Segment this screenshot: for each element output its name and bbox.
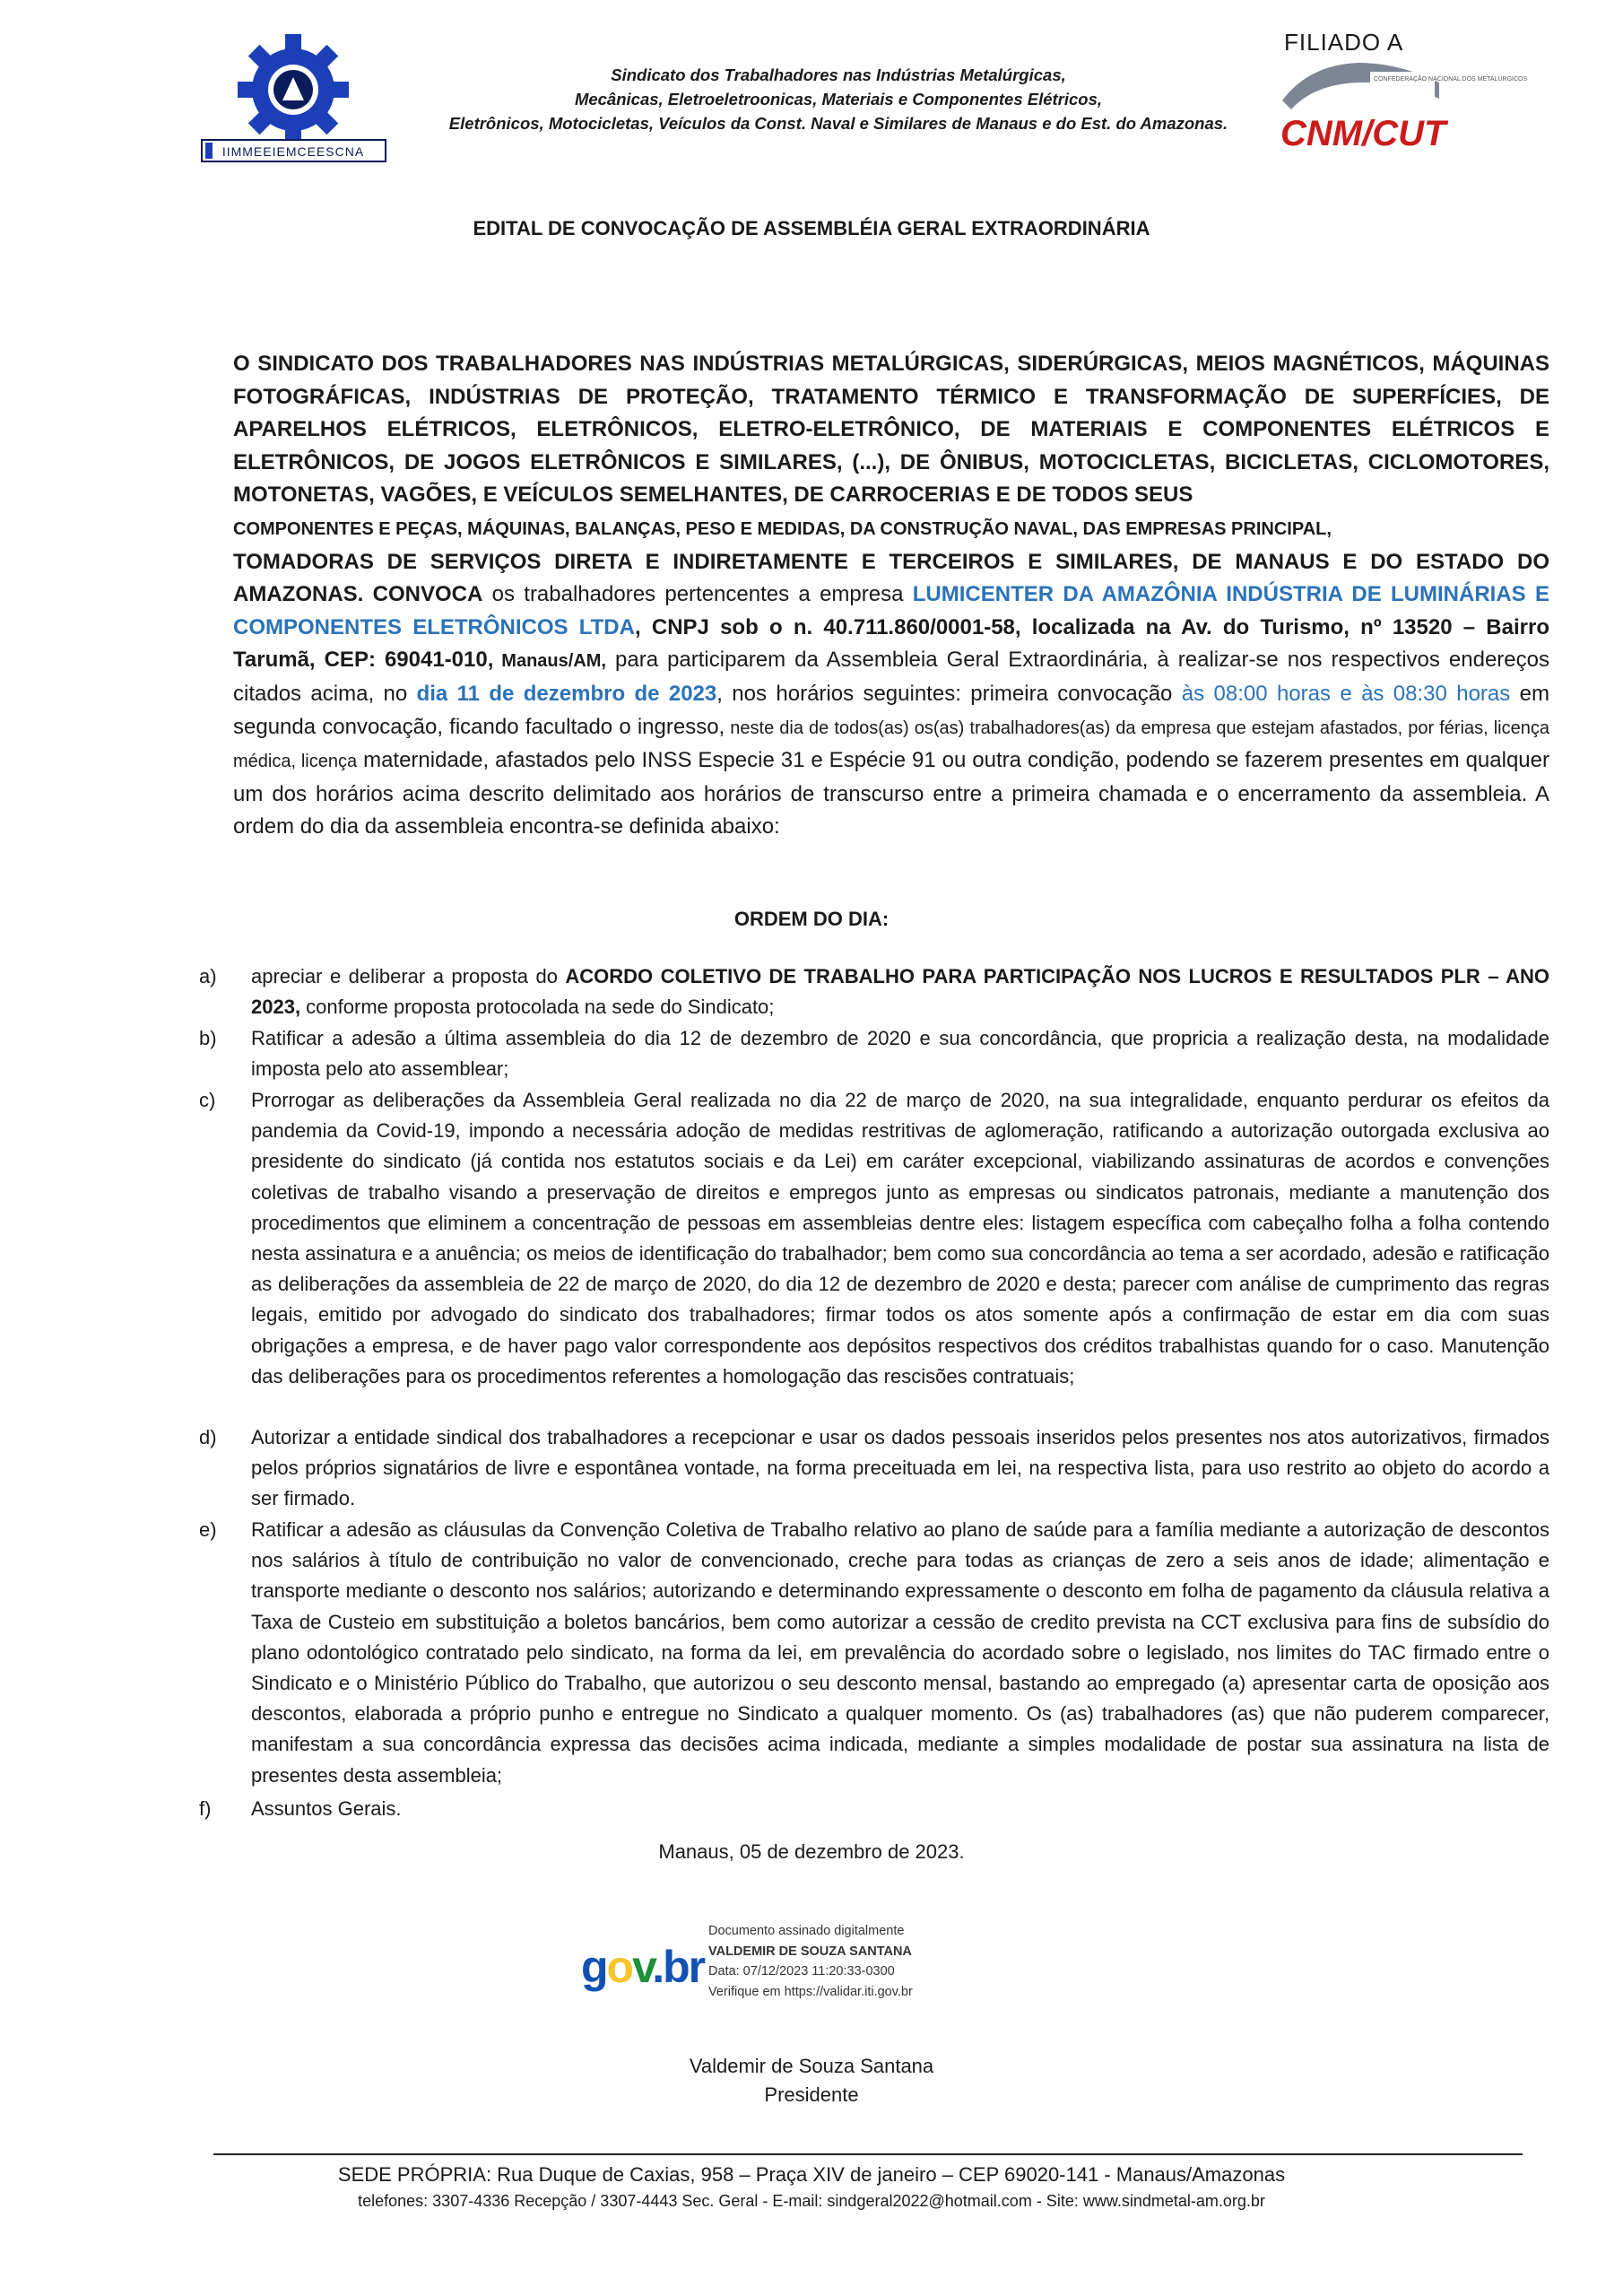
cnm-cut-logo	[1273, 56, 1528, 154]
agenda-text: Prorrogar as deliberações da Assembleia Geral realizada no dia 22 de março de 2020, na sua integralidade, enquanto perdurar os efeitos da pandemia da Covid-19, impondo a necessária adoção de medidas restritivas de aglomeração, ratificando a autorização outorgada exclusiva ao presidente do sindicato (já contida nos estatutos sociais e da Lei) em caráter excepcional, viabilizando assinaturas de acordos e convenções coletivas de trabalho visando a preservação de direitos e empregos junto as empresas ou sindicatos patronais, mediante a manutenção dos procedimentos que eliminem a concentração de pessoas em assembleias dentre eles: listagem específica com cabeçalho folha a folha contendo nesta assinatura e a anuência; os meios de identificação do trabalhador; bem como sua concordância ao tema a ser acordado, adesão e ratificação as deliberações da assembleia de 22 de março de 2020, do dia 12 de dezembro de 2020 e desta; parecer com análise de cumprimento das regras legais, emitido por advogado do sindicato dos trabalhadores; firmar todos os atos somente após a confirmação de estar em dia com suas obrigações a empresa, e de haver pago valor correspondente aos depósitos respectivos dos créditos trabalhistas quando for o caso. Manutenção das deliberações para os procedimentos referentes a homologação das rescisões contratuais;	[251, 1089, 1549, 1387]
convoca-word: CONVOCA	[372, 582, 483, 607]
header-line: Sindicato dos Trabalhadores nas Indústrias Metalúrgicas,	[611, 65, 1066, 84]
signature-name: VALDEMIR DE SOUZA SANTANA	[708, 1944, 912, 1959]
digital-signature-block	[708, 1921, 913, 2002]
signer-block	[0, 2052, 1623, 2109]
footer	[0, 2163, 1623, 2211]
agenda-marker: c)	[199, 1089, 216, 1111]
agenda-marker: e)	[199, 1518, 217, 1541]
intro-text: para participarem da Assembleia Geral Extraordinária, à realizar-se nos respectivos endereços citados acima, no	[233, 648, 1549, 706]
footer-address: SEDE PRÓPRIA: Rua Duque de Caxias, 958 – Praça XIV de janeiro – CEP 69020-141 - Manaus/Amazonas	[337, 2163, 1286, 2186]
intro-text: em segunda convocação, ficando facultado o ingresso,	[233, 681, 1549, 739]
union-name: TOMADORAS DE SERVIÇOS DIRETA E INDIRETAMENTE E TERCEIROS E SIMILARES, DE MANAUS E DO ESTADO DO AMAZONAS.	[233, 549, 1549, 607]
signature-date: Data: 07/12/2023 11:20:33-0300	[708, 1964, 895, 1979]
agenda-text: Assuntos Gerais.	[251, 1797, 402, 1820]
agenda-marker: f)	[199, 1797, 212, 1820]
agenda-text: Ratificar a adesão as cláusulas da Convenção Coletiva de Trabalho relativo ao plano de saúde para a família mediante a autorização de descontos nos salários à título de contribuição no valor de convencionado, creche para todas as crianças de zero a seis anos de idade; alimentação e transporte mediante o desconto nos salários; autorizando e determinando expressamente o desconto em folha de pagamento da cláusula relativa a Taxa de Custeio em substituição a boletos bancários, bem como autorizar a cessão de credito prevista na CCT exclusiva para fins de subsídio do plano odontológico contratado pelo sindicato, na forma da lei, em prevalência do acordado sobre o legislado, nos limites do TAC firmado entre o Sindicato e o Ministério Público do Trabalho, que autorizou o seu desconto mensal, bastando ao empregado (a) apresentar carta de oposição aos descontos, elaborada a próprio punho e entregue no Sindicato a qualquer momento. Os (as) trabalhadores (as) que não puderem comparecer, manifestam a sua concordância expressa das decisões acima indicada, mediante a simples modalidade de postar sua assinatura na lista de presentes desta assembleia;	[251, 1518, 1549, 1787]
signer-role: Presidente	[764, 2083, 859, 2106]
cnm-small-text: CONFEDERAÇÃO NACIONAL DOS METALÚRGICOS	[1374, 76, 1528, 83]
agenda-item	[199, 1422, 1549, 1515]
agenda-bold-text: ACORDO COLETIVO DE TRABALHO PARA PARTICIPAÇÃO NOS LUCROS E RESULTADOS PLR – ANO 2023,	[251, 965, 1549, 1019]
signer-name: Valdemir de Souza Santana	[689, 2055, 934, 2077]
union-header-text	[421, 63, 1255, 135]
gov-br-logo	[581, 1935, 705, 1998]
header-line: Eletrônicos, Motocicletas, Veículos da Const. Naval e Similares de Manaus e do Est. do Amazonas.	[448, 114, 1228, 133]
header-line: Mecânicas, Eletroeletroonicas, Materiais e Componentes Elétricos,	[574, 90, 1103, 109]
intro-text: , nos horários seguintes: primeira convocação	[716, 681, 1182, 706]
intro-text: os trabalhadores pertencentes a empresa	[482, 582, 913, 607]
cnpj-address: , CNPJ sob o n. 40.711.860/0001-58, localizada na Av. do Turismo, nº 13520 – Bairro Tarumã, CEP: 69041-010,	[233, 614, 1549, 673]
agenda-marker: d)	[199, 1426, 217, 1448]
company-name: LUMICENTER DA AMAZÔNIA INDÚSTRIA DE LUMINÁRIAS E COMPONENTES ELETRÔNICOS LTDA	[233, 582, 1549, 639]
intro-text: maternidade, afastados pelo INSS Especie 31 e Espécie 91 ou outra condição, podendo se fazerem presentes em qualquer um dos horários acima descrito delimitado aos horários de transcurso entre a primeira chamada e o encerramento da assembleia. A ordem do dia da assembleia encontra-se definida abaixo:	[233, 748, 1549, 839]
signature-verify: Verifique em https://validar.iti.gov.br	[708, 1984, 913, 1999]
agenda-text: Autorizar a entidade sindical dos trabalhadores a recepcionar e usar os dados pessoais inseridos pelos presentes nos atos autorizativos, firmados pelos próprios signatários de livre e espontânea vontade, na forma preceituada em lei, na respectiva lista, para uso restrito ao objeto do acordo a ser firmado.	[251, 1426, 1549, 1510]
agenda-item	[199, 1085, 1549, 1392]
assembly-date: dia 11 de dezembro de 2023	[416, 681, 717, 706]
agenda-item	[199, 961, 1549, 1022]
union-name-small: COMPONENTES E PEÇAS, MÁQUINAS, BALANÇAS, PESO E MEDIDAS, DA CONSTRUÇÃO NAVAL, DAS EMPRESAS PRINCIPAL,	[233, 518, 1332, 539]
logo-caption: IIMMEEIEMCEESCNA	[221, 144, 365, 159]
assembly-times: às 08:00 horas e às 08:30 horas	[1181, 681, 1511, 706]
svg-text:gov.br: gov.br	[581, 1942, 705, 1992]
agenda-item	[199, 1023, 1549, 1084]
union-name: O SINDICATO DOS TRABALHADORES NAS INDÚSTRIAS METALÚRGICAS, SIDERÚRGICAS, MEIOS MAGNÉTICOS, MÁQUINAS FOTOGRÁFICAS, INDÚSTRIAS DE PROTEÇÃO, TRATAMENTO TÉRMICO E TRANSFORMAÇÃO DE SUPERFÍCIES, DE APARELHOS ELÉTRICOS, ELETRÔNICOS, ELETRO-ELETRÔNICO, DE MATERIAIS E COMPONENTES ELÉTRICOS E ELETRÔNICOS, DE JOGOS ELETRÔNICOS E SIMILARES, (...), DE ÔNIBUS, MOTOCICLETAS, BICICLETAS, CICLOMOTORES, MOTONETAS, VAGÕES, E VEÍCULOS SEMELHANTES, DE CARROCERIAS E DE TODOS SEUS	[233, 352, 1549, 508]
intro-paragraph	[233, 348, 1549, 844]
agenda-title: ORDEM DO DIA:	[733, 908, 890, 930]
intro-text-small: neste dia de todos(as) os(as) trabalhadores(as) da empresa que estejam afastados, por férias, licença médica, licença	[233, 718, 1549, 772]
agenda-item	[199, 1794, 1549, 1824]
cnm-logo-text: CNM/CUT	[1280, 114, 1446, 153]
agenda-item	[199, 1515, 1549, 1791]
union-gear-logo	[202, 34, 386, 169]
agenda-text: conforme proposta protocolada na sede do Sindicato;	[300, 996, 775, 1019]
footer-divider	[213, 2153, 1523, 2155]
filiado-label: FILIADO A	[1284, 29, 1404, 56]
agenda-text: apreciar e deliberar a proposta do	[251, 965, 566, 987]
signature-heading: Documento assinado digitalmente	[708, 1924, 905, 1938]
place-date: Manaus, 05 de dezembro de 2023.	[658, 1840, 965, 1863]
city: Manaus/AM,	[493, 651, 606, 672]
agenda-text: Ratificar a adesão a última assembleia do dia 12 de dezembro de 2020 e sua concordância, que propricia a realização desta, na modalidade imposta pelo ato assemblear;	[251, 1027, 1549, 1081]
agenda-marker: b)	[199, 1027, 217, 1049]
document-title: EDITAL DE CONVOCAÇÃO DE ASSEMBLÉIA GERAL EXTRAORDINÁRIA	[473, 217, 1150, 239]
agenda-marker: a)	[199, 965, 217, 987]
footer-contacts: telefones: 3307-4336 Recepção / 3307-4443 Sec. Geral - E-mail: sindgeral2022@hotmail.com - Site: www.sindmetal-am.org.br	[358, 2192, 1265, 2210]
